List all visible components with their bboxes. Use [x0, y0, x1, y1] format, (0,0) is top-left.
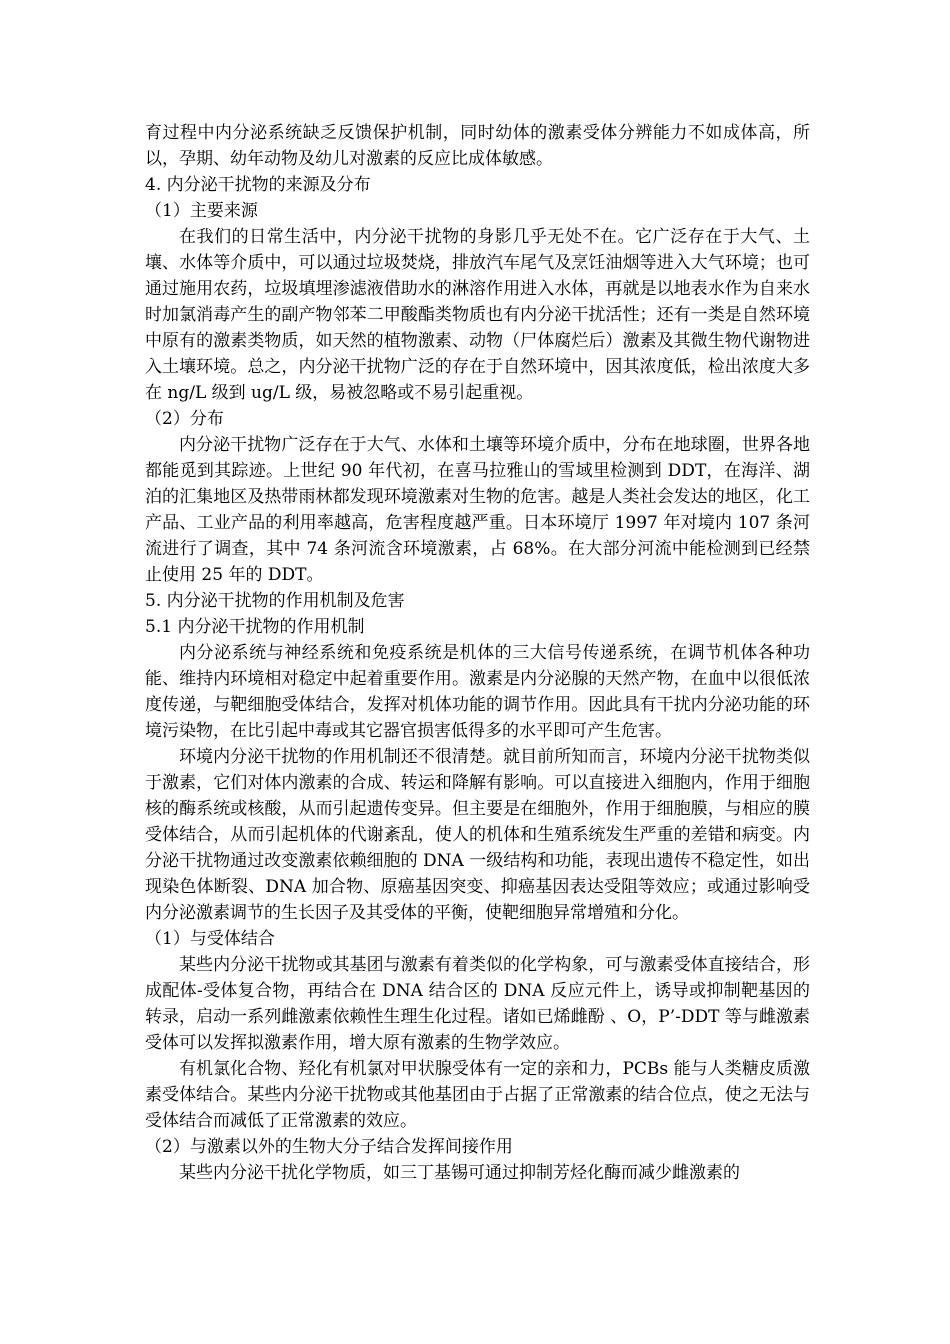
- section-heading-4: 4. 内分泌干扰物的来源及分布: [145, 175, 371, 195]
- subheading-main-sources: （1）主要来源: [145, 201, 258, 221]
- section-heading-5-1: 5.1 内分泌干扰物的作用机制: [145, 617, 365, 637]
- paragraph-distribution: 内分泌干扰物广泛存在于大气、水体和土壤等环境介质中，分布在地球圈，世界各地都能觅到其踪迹。上世纪 90 年代初，在喜马拉雅山的雪域里检测到 DDT，在海洋、湖泊的汇集地区及热带雨林都发现环境激素对生物的危害。越是人类社会发达的地区，化工产品、工业产品的利用率越高，危害程度越严重。日本环境厅 1997 年对境内 107 条河流进行了调查，其中 74 条河流含环境激素，占 68%。在大部分河流中能检测到已经禁止使用 25 年的 DDT。: [145, 435, 810, 585]
- paragraph-sources: 在我们的日常生活中，内分泌干扰物的身影几乎无处不在。它广泛存在于大气、土壤、水体等介质中，可以通过垃圾焚烧，排放汽车尾气及烹饪油烟等进入大气环境；也可通过施用农药，垃圾填埋渗滤液借助水的淋溶作用进入水体，再就是以地表水作为自来水时加氯消毒产生的副产物邻苯二甲酸酯类物质也有内分泌干扰活性；还有一类是自然环境中原有的激素类物质，如天然的植物激素、动物（尸体腐烂后）激素及其微生物代谢物进入土壤环境。总之，内分泌干扰物广泛的存在于自然环境中，因其浓度低，检出浓度大多在 ng/L 级到 ug/L 级，易被忽略或不易引起重视。: [145, 227, 810, 403]
- subheading-receptor-binding: （1）与受体结合: [145, 929, 275, 949]
- paragraph-indirect-action: 某些内分泌干扰化学物质，如三丁基锡可通过抑制芳烃化酶而减少雌激素的: [179, 1163, 740, 1183]
- paragraph-receptor-binding: 某些内分泌干扰物或其基团与激素有着类似的化学构象，可与激素受体直接结合，形成配体-受体复合物，再结合在 DNA 结合区的 DNA 反应元件上，诱导或抑制靶基因的转录，启动一系列雌激素依赖性生理生化过程。诸如已烯雌酚 、O，P’-DDT 等与雌激素受体可以发挥拟激素作用，增大原有激素的生物学效应。: [145, 955, 810, 1053]
- paragraph-continued: 育过程中内分泌系统缺乏反馈保护机制，同时幼体的激素受体分辨能力不如成体高，所以，孕期、幼年动物及幼儿对激素的反应比成体敏感。: [145, 123, 810, 169]
- section-heading-5: 5. 内分泌干扰物的作用机制及危害: [145, 591, 405, 611]
- paragraph-organochlorine: 有机氯化合物、羟化有机氯对甲状腺受体有一定的亲和力，PCBs 能与人类糖皮质激素受体结合。某些内分泌干扰物或其他基团由于占据了正常激素的结合位点，使之无法与受体结合而减低了正常激素的效应。: [145, 1059, 810, 1131]
- paragraph-mechanism-detail: 环境内分泌干扰物的作用机制还不很清楚。就目前所知而言，环境内分泌干扰物类似于激素，它们对体内激素的合成、转运和降解有影响。可以直接进入细胞内，作用于细胞核的酶系统或核酸，从而引起遗传变异。但主要是在细胞外，作用于细胞膜，与相应的膜受体结合，从而引起机体的代谢紊乱，使人的机体和生殖系统发生严重的差错和病变。内分泌干扰物通过改变激素依赖细胞的 DNA 一级结构和功能，表现出遗传不稳定性，如出现染色体断裂、DNA 加合物、原癌基因突变、抑癌基因表达受阻等效应；或通过影响受内分泌激素调节的生长因子及其受体的平衡，使靶细胞异常增殖和分化。: [145, 747, 810, 923]
- subheading-distribution: （2）分布: [145, 409, 224, 429]
- paragraph-mechanism-intro: 内分泌系统与神经系统和免疫系统是机体的三大信号传递系统，在调节机体各种功能、维持内环境相对稳定中起着重要作用。激素是内分泌腺的天然产物，在血中以很低浓度传递，与靶细胞受体结合，发挥对机体功能的调节作用。因此具有干扰内分泌功能的环境污染物，在比引起中毒或其它器官损害低得多的水平即可产生危害。: [145, 643, 810, 741]
- subheading-indirect-action: （2）与激素以外的生物大分子结合发挥间接作用: [145, 1137, 513, 1157]
- document-body: [145, 120, 810, 1186]
